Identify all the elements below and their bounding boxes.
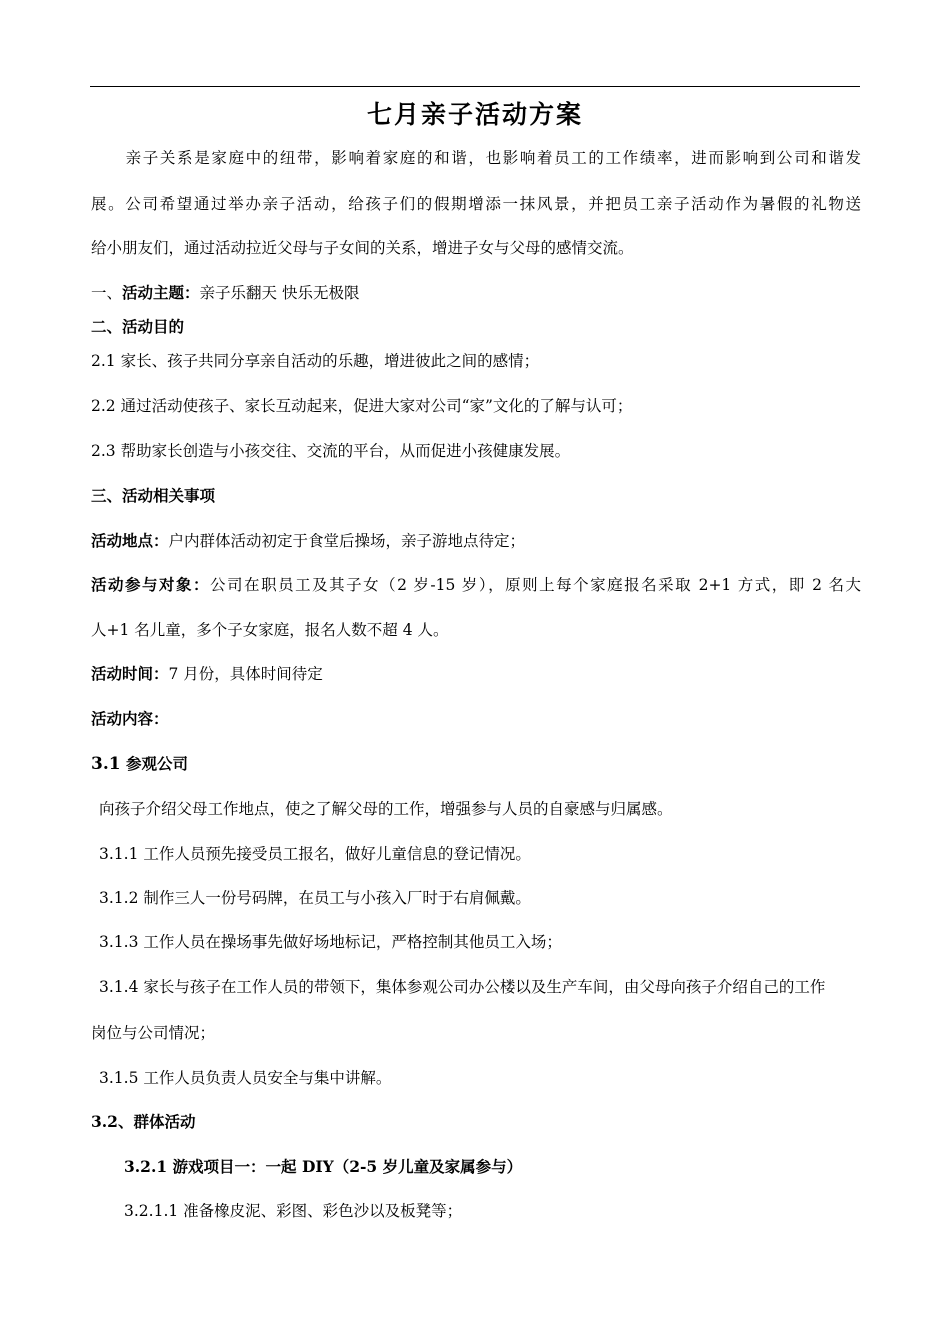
document-title: 七月亲子活动方案 xyxy=(366,100,583,129)
activity-time: 活动时间：7 月份，具体时间待定 xyxy=(91,664,323,683)
section-purpose-heading: 二、活动目的 xyxy=(91,317,185,336)
purpose-item-1: 2.1 家长、孩子共同分享亲自活动的乐趣，增进彼此之间的感情； xyxy=(91,352,540,370)
header-rule xyxy=(90,86,860,87)
section-3-2-heading: 3.2、群体活动 xyxy=(91,1112,196,1131)
purpose-item-3: 2.3 帮助家长创造与小孩交往、交流的平台，从而促进小孩健康发展。 xyxy=(91,442,571,460)
item-3-1-5: 3.1.5 工作人员负责人员安全与集中讲解。 xyxy=(99,1069,392,1087)
intro-line-2: 展。公司希望通过举办亲子活动，给孩子们的假期增添一抹风景，并把员工亲子活动作为暑假的礼物送 xyxy=(91,195,861,213)
item-3-2-1: 3.2.1 游戏项目一：一起 DIY（2-5 岁儿童及家属参与） xyxy=(124,1157,523,1176)
activity-location: 活动地点：户内群体活动初定于食堂后操场，亲子游地点待定； xyxy=(91,531,526,550)
section-theme: 一、活动主题：亲子乐翻天 快乐无极限 xyxy=(91,283,360,302)
intro-line-3: 给小朋友们，通过活动拉近父母与子女间的关系，增进子女与父母的感情交流。 xyxy=(91,239,634,257)
section-matters-heading: 三、活动相关事项 xyxy=(91,486,216,505)
item-3-1-1: 3.1.1 工作人员预先接受员工报名，做好儿童信息的登记情况。 xyxy=(99,845,531,863)
purpose-item-2: 2.2 通过活动使孩子、家长互动起来，促进大家对公司“家”文化的了解与认可； xyxy=(91,397,633,415)
item-3-1-4-line-2: 岗位与公司情况； xyxy=(91,1024,216,1042)
activity-content-label: 活动内容： xyxy=(91,709,169,728)
activity-target-line-1: 活动参与对象：公司在职员工及其子女（2 岁-15 岁），原则上每个家庭报名采取 2+1 方式，即 2 名大 xyxy=(91,575,861,594)
section-3-1-intro: 向孩子介绍父母工作地点，使之了解父母的工作，增强参与人员的自豪感与归属感。 xyxy=(99,800,673,818)
item-3-1-4-line-1: 3.1.4 家长与孩子在工作人员的带领下，集体参观公司办公楼以及生产车间，由父母向孩子介绍自己的工作 xyxy=(99,978,826,996)
item-3-2-1-1: 3.2.1.1 准备橡皮泥、彩图、彩色沙以及板凳等； xyxy=(124,1202,463,1220)
item-3-1-3: 3.1.3 工作人员在操场事先做好场地标记，严格控制其他员工入场； xyxy=(99,933,562,951)
activity-target-line-2: 人+1 名儿童，多个子女家庭，报名人数不超 4 人。 xyxy=(91,621,449,639)
item-3-1-2: 3.1.2 制作三人一份号码牌，在员工与小孩入厂时于右肩佩戴。 xyxy=(99,889,531,907)
intro-line-1: 亲子关系是家庭中的纽带，影响着家庭的和谐，也影响着员工的工作绩率，进而影响到公司和谐发 xyxy=(124,149,861,167)
section-3-1-heading: 3.1 参观公司 xyxy=(91,754,188,774)
